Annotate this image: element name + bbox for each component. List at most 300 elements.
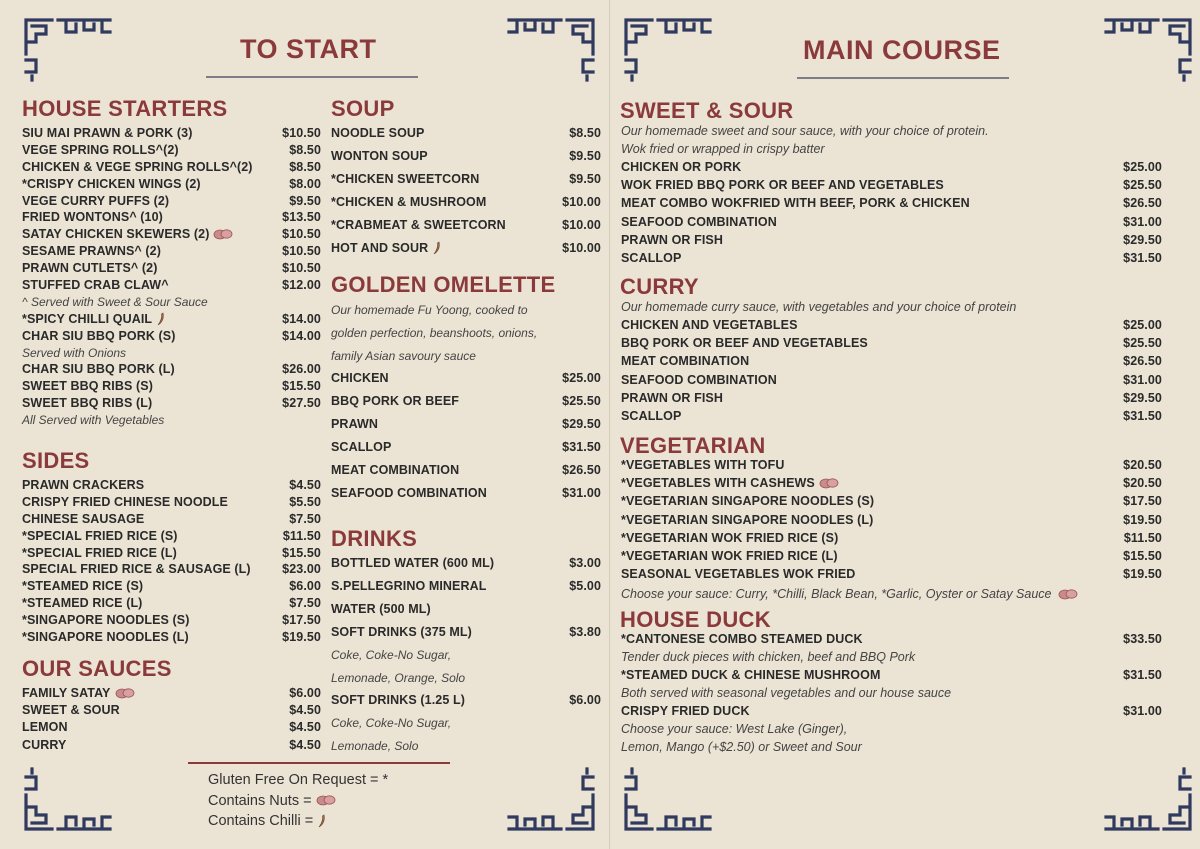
menu-item (22, 703, 321, 720)
item-price: $31.00 (562, 486, 601, 500)
item-name (22, 720, 68, 734)
item-price: $31.50 (1123, 668, 1162, 682)
item-price: $26.50 (1123, 354, 1162, 369)
item-name (621, 567, 855, 581)
item-name (22, 630, 189, 644)
item-price: $14.00 (282, 311, 321, 326)
item-note: Both served with seasonal vegetables and our house sauce (621, 686, 952, 700)
item-name-text: PRAWN OR FISH (621, 390, 723, 405)
item-name-text: CURRY (22, 737, 67, 752)
item-name-text: MEAT COMBO WOKFRIED WITH BEEF, PORK & CHICKEN (621, 196, 970, 211)
menu-item (331, 417, 601, 440)
menu-item (331, 556, 601, 579)
item-name-text: MEAT COMBINATION (621, 354, 750, 369)
item-name-text: MEAT COMBINATION (331, 463, 460, 477)
item-price: $4.50 (289, 720, 321, 735)
item-name (331, 241, 442, 255)
item-name (22, 160, 253, 174)
item-name (331, 486, 487, 500)
item-price: $10.50 (282, 261, 321, 276)
item-price: $8.50 (289, 142, 321, 157)
item-name (22, 495, 228, 509)
item-name (22, 738, 66, 752)
item-name-text: PRAWN CUTLETS^ (2) (22, 261, 158, 276)
corner-fret-ornament (622, 14, 714, 82)
menu-item (331, 693, 601, 716)
menu-item (22, 227, 321, 244)
item-name (22, 512, 144, 526)
item-price: $31.00 (1123, 704, 1162, 718)
menu-item (22, 613, 321, 630)
menu-item (22, 261, 321, 278)
item-name (331, 126, 424, 140)
item-price: $6.00 (569, 693, 601, 707)
menu-item (621, 196, 1162, 214)
item-name (621, 336, 868, 350)
item-name (22, 194, 169, 208)
item-price: $26.50 (562, 463, 601, 477)
item-name-text: VEGE SPRING ROLLS^(2) (22, 142, 179, 157)
section-heading-soup: SOUP (331, 96, 395, 121)
item-name-text: WOK FRIED BBQ PORK OR BEEF AND VEGETABLES (621, 178, 944, 193)
menu-item (331, 440, 601, 463)
item-name-text: PRAWN OR FISH (621, 232, 723, 247)
item-name-text: *VEGETABLES WITH CASHEWS (621, 476, 815, 491)
item-price: $3.80 (569, 625, 601, 639)
sweet-sour-description (621, 124, 1161, 160)
item-name (621, 354, 749, 368)
item-name-text: SIU MAI PRAWN & PORK (3) (22, 126, 193, 140)
menu-item (22, 177, 321, 194)
item-price: $6.00 (289, 686, 321, 700)
menu-item (621, 513, 1162, 531)
item-name (331, 417, 378, 431)
item-price: $14.00 (282, 328, 321, 343)
item-name-text: *VEGETARIAN SINGAPORE NOODLES (L) (621, 512, 874, 527)
menu-item (331, 394, 601, 417)
omelette-desc-line: golden perfection, beanshoots, onions, (331, 326, 538, 340)
menu-item (621, 704, 1162, 722)
item-price: $11.50 (282, 528, 321, 543)
menu-item (22, 478, 321, 495)
item-price: $29.50 (1123, 232, 1162, 247)
item-price: $10.00 (562, 218, 601, 232)
item-name (331, 149, 428, 163)
item-name: SOFT DRINKS (1.25 L) (331, 693, 465, 707)
item-name: BOTTLED WATER (600 ML) (331, 556, 495, 570)
item-name (621, 391, 723, 405)
item-name (621, 215, 777, 229)
menu-item (331, 126, 601, 149)
corner-fret-ornament (505, 14, 597, 82)
menu-item (621, 251, 1162, 269)
item-name (331, 195, 486, 209)
item-price: $25.00 (1123, 318, 1162, 332)
nut-icon (1058, 589, 1078, 600)
item-note: Choose your sauce: West Lake (Ginger), (621, 722, 848, 736)
item-name-text: FAMILY SATAY (22, 686, 111, 700)
item-name-text: *STEAMED RICE (S) (22, 579, 144, 594)
item-name-text: CHAR SIU BBQ PORK (S) (22, 328, 176, 343)
item-name-text: *SPECIAL FRIED RICE (L) (22, 545, 177, 560)
item-name (22, 278, 169, 292)
menu-item (621, 458, 1162, 476)
menu-item (621, 494, 1162, 512)
item-name-text: *SPICY CHILLI QUAIL (22, 311, 153, 326)
nut-icon (115, 688, 135, 699)
menu-item (621, 336, 1162, 354)
house-duck-list (621, 632, 1162, 758)
item-name (22, 261, 158, 275)
item-name-text: SEAFOOD COMBINATION (331, 486, 487, 500)
item-name-text: SEAFOOD COMBINATION (621, 214, 777, 229)
item-price: $15.50 (282, 545, 321, 560)
item-price: $4.50 (289, 478, 321, 492)
item-price: $29.50 (1123, 390, 1162, 405)
item-price: $26.00 (282, 362, 321, 377)
item-note: ^ Served with Sweet & Sour Sauce (22, 294, 208, 309)
item-name (22, 396, 152, 410)
section-heading-drinks: DRINKS (331, 526, 418, 551)
item-price: $4.50 (289, 703, 321, 718)
item-name-text: *CHICKEN & MUSHROOM (331, 195, 487, 209)
item-price: $29.50 (562, 417, 601, 431)
item-name-text: WONTON SOUP (331, 149, 428, 163)
menu-item (22, 686, 321, 703)
menu-item (22, 278, 321, 295)
item-name (22, 686, 135, 700)
item-price: $31.00 (1123, 214, 1162, 229)
item-price: $4.50 (289, 737, 321, 752)
item-name (22, 244, 161, 258)
item-name (621, 409, 681, 423)
item-name: *STEAMED DUCK & CHINESE MUSHROOM (621, 668, 881, 682)
item-name-text: PRAWN CRACKERS (22, 478, 145, 492)
item-name-text: SWEET BBQ RIBS (S) (22, 379, 153, 394)
item-name (22, 210, 163, 224)
item-price: $19.50 (282, 630, 321, 645)
item-name-text: PRAWN (331, 417, 379, 431)
item-price: $10.00 (562, 241, 601, 255)
menu-item (621, 531, 1162, 549)
item-price: $19.50 (1123, 567, 1162, 582)
item-name-text: SCALLOP (331, 440, 392, 454)
drink-options: Coke, Coke-No Sugar, (331, 716, 452, 730)
item-price: $13.50 (282, 210, 321, 225)
section-heading-house-duck: HOUSE DUCK (620, 607, 771, 632)
menu-item (22, 596, 321, 613)
item-price: $23.00 (282, 562, 321, 577)
item-name-text: LEMON (22, 720, 68, 735)
page-title: TO START (240, 34, 377, 64)
section-desc-line: Wok fried or wrapped in crispy batter (621, 142, 825, 156)
item-name (331, 218, 506, 232)
menu-item (22, 244, 321, 261)
item-name (22, 562, 251, 576)
item-name-text: *CRABMEAT & SWEETCORN (331, 218, 506, 232)
menu-item (331, 218, 601, 241)
item-name-text: SWEET BBQ RIBS (L) (22, 396, 153, 411)
item-name: SOFT DRINKS (375 ML) (331, 625, 472, 639)
item-name (22, 312, 166, 326)
item-name (22, 613, 190, 627)
item-name-text: CHAR SIU BBQ PORK (L) (22, 362, 175, 377)
legend-chilli: Contains Chilli = (208, 811, 450, 832)
item-name (22, 362, 175, 376)
corner-fret-ornament (622, 767, 714, 835)
house-starters-list (22, 126, 321, 430)
section-heading-sides: SIDES (22, 448, 90, 473)
nut-icon (316, 795, 336, 806)
item-price: $5.50 (289, 494, 321, 509)
item-price: $20.50 (1123, 476, 1162, 491)
menu-item (331, 371, 601, 394)
menu-item (22, 362, 321, 379)
item-price: $25.50 (1123, 336, 1162, 351)
item-name-text: *SPECIAL FRIED RICE (S) (22, 528, 178, 543)
item-name: CRISPY FRIED DUCK (621, 704, 750, 718)
item-name (621, 549, 838, 563)
item-note: Lemon, Mango (+$2.50) or Sweet and Sour (621, 740, 862, 754)
drink-options: Lemonade, Solo (331, 739, 419, 753)
item-name: *CANTONESE COMBO STEAMED DUCK (621, 632, 863, 646)
item-name (621, 531, 838, 545)
item-name (22, 126, 192, 140)
menu-item (22, 562, 321, 579)
item-note: All Served with Vegetables (22, 413, 165, 428)
menu-item (331, 241, 601, 264)
item-name-text: *CRISPY CHICKEN WINGS (2) (22, 176, 201, 191)
item-name-text: SPECIAL FRIED RICE & SAUSAGE (L) (22, 562, 251, 577)
corner-fret-ornament (22, 14, 114, 82)
item-price: $10.50 (282, 227, 321, 242)
menu-item (22, 630, 321, 647)
item-name-text: FRIED WONTONS^ (10) (22, 210, 163, 225)
menu-item (621, 391, 1162, 409)
item-name (621, 373, 777, 387)
item-name-text: STUFFED CRAB CLAW^ (22, 278, 169, 293)
menu-item (621, 178, 1162, 196)
chilli-icon (317, 814, 327, 828)
menu-item (22, 529, 321, 546)
section-heading-vegetarian: VEGETARIAN (620, 433, 766, 458)
section-desc-line: Our homemade sweet and sour sauce, with your choice of protein. (621, 124, 989, 138)
menu-item (331, 579, 601, 602)
menu-item (331, 149, 601, 172)
item-name-text: *STEAMED RICE (L) (22, 596, 143, 611)
item-name-text: BBQ PORK OR BEEF (331, 394, 459, 408)
item-name (22, 143, 179, 157)
item-note: Served with Onions (22, 345, 127, 360)
menu-item (331, 625, 601, 648)
item-price: $8.50 (289, 159, 321, 174)
item-price: $12.00 (282, 278, 321, 293)
item-name-text: *VEGETARIAN WOK FRIED RICE (L) (621, 548, 838, 563)
item-price: $19.50 (1123, 512, 1162, 527)
menu-item (621, 409, 1162, 427)
menu-item (22, 546, 321, 563)
corner-fret-ornament (1102, 14, 1194, 82)
menu-item (22, 210, 321, 227)
item-name-text: HOT AND SOUR (331, 241, 429, 255)
item-name-text: *VEGETABLES WITH TOFU (621, 458, 785, 472)
menu-item (22, 312, 321, 329)
omelette-desc-line: family Asian savoury sauce (331, 349, 476, 363)
item-price: $31.00 (1123, 372, 1162, 387)
drinks-list (331, 556, 601, 761)
nut-icon (213, 229, 233, 240)
menu-item (331, 486, 601, 509)
item-name (22, 596, 142, 610)
item-name-text: *SINGAPORE NOODLES (L) (22, 630, 189, 645)
item-name (621, 160, 741, 174)
item-name (621, 494, 874, 508)
item-name-text: CHICKEN OR PORK (621, 160, 742, 174)
item-name (331, 371, 389, 385)
menu-item (621, 632, 1162, 650)
item-name-text: SEASONAL VEGETABLES WOK FRIED (621, 567, 856, 582)
item-price: $10.00 (562, 195, 601, 209)
menu-item-continued (331, 602, 601, 625)
item-price: $7.50 (289, 596, 321, 611)
item-price: $20.50 (1123, 458, 1162, 472)
item-price: $31.50 (1123, 408, 1162, 423)
item-name-text: *VEGETARIAN WOK FRIED RICE (S) (621, 530, 839, 545)
legend-nuts: Contains Nuts = (208, 791, 450, 812)
menu-item (621, 373, 1162, 391)
item-price: $9.50 (569, 172, 601, 186)
item-price: $25.00 (562, 371, 601, 385)
item-name (22, 579, 143, 593)
item-price: $15.50 (1123, 548, 1162, 563)
menu-item (22, 379, 321, 396)
item-price: $8.00 (289, 176, 321, 191)
item-name-text: SESAME PRAWNS^ (2) (22, 244, 161, 259)
item-name (621, 318, 798, 332)
menu-item (22, 512, 321, 529)
legend-gluten-free: Gluten Free On Request = * (208, 772, 389, 789)
item-name-text: VEGE CURRY PUFFS (2) (22, 193, 170, 208)
sauces-list (22, 686, 321, 755)
item-name (621, 458, 784, 472)
item-name (331, 463, 459, 477)
item-price: $3.00 (569, 556, 601, 570)
item-name (621, 178, 944, 192)
item-price: $7.50 (289, 511, 321, 526)
section-heading-curry: CURRY (620, 274, 699, 299)
item-name (22, 329, 176, 343)
item-note: Tender duck pieces with chicken, beef and BBQ Pork (621, 650, 916, 664)
item-name (22, 227, 233, 241)
item-price: $25.50 (562, 394, 601, 408)
item-price: $25.00 (1123, 160, 1162, 174)
item-name-text: SATAY CHICKEN SKEWERS (2) (22, 227, 210, 242)
item-name: S.PELLEGRINO MINERAL (331, 579, 487, 593)
menu-item (22, 126, 321, 143)
item-price: $26.50 (1123, 196, 1162, 211)
item-name (331, 394, 459, 408)
page-title: MAIN COURSE (803, 35, 1001, 65)
omelette-list (331, 371, 601, 509)
menu-item (22, 143, 321, 160)
dietary-legend (188, 762, 450, 832)
item-name-text: SCALLOP (621, 250, 682, 265)
menu-item (331, 195, 601, 218)
item-name-text: SEAFOOD COMBINATION (621, 372, 777, 387)
title-underline (797, 77, 1009, 79)
corner-fret-ornament (22, 767, 114, 835)
curry-list (621, 318, 1162, 427)
sweet-sour-list (621, 160, 1162, 269)
menu-item (621, 476, 1162, 494)
item-price: $17.50 (1123, 494, 1162, 509)
menu-item (621, 354, 1162, 372)
item-name-text: *VEGETARIAN SINGAPORE NOODLES (S) (621, 494, 875, 509)
omelette-desc-line: Our homemade Fu Yoong, cooked to (331, 303, 528, 317)
item-price: $31.50 (562, 440, 601, 454)
item-price: $17.50 (282, 613, 321, 628)
item-name-text: CHICKEN & VEGE SPRING ROLLS^(2) (22, 159, 253, 174)
item-name-text: SWEET & SOUR (22, 703, 120, 718)
soup-list (331, 126, 601, 264)
menu-item (22, 738, 321, 755)
item-name-text: BBQ PORK OR BEEF AND VEGETABLES (621, 336, 868, 351)
item-name (621, 513, 873, 527)
curry-description: Our homemade curry sauce, with vegetables and your choice of protein (621, 300, 1017, 314)
vegetarian-list (621, 458, 1162, 585)
item-name-text: CHICKEN (331, 371, 389, 385)
menu-item (621, 215, 1162, 233)
item-name (621, 476, 839, 490)
item-price: $5.00 (569, 579, 601, 593)
menu-item (22, 396, 321, 413)
item-name-text: CHINESE SAUSAGE (22, 511, 145, 526)
item-price: $15.50 (282, 379, 321, 394)
item-name (22, 478, 144, 492)
drink-options: Coke, Coke-No Sugar, (331, 648, 452, 662)
section-heading-sweet-sour: SWEET & SOUR (620, 98, 794, 123)
item-price: $9.50 (289, 193, 321, 208)
right-panel (612, 0, 1200, 849)
sides-list (22, 478, 321, 647)
item-price: $27.50 (282, 396, 321, 411)
section-heading-house-starters: HOUSE STARTERS (22, 96, 228, 121)
item-name (621, 233, 723, 247)
drink-options: Lemonade, Orange, Solo (331, 671, 466, 685)
item-price: $31.50 (1123, 250, 1162, 265)
menu-item (621, 318, 1162, 336)
menu-item (621, 567, 1162, 585)
menu-item (331, 172, 601, 195)
menu-item (621, 668, 1162, 686)
item-price: $6.00 (289, 579, 321, 594)
menu-item (22, 720, 321, 737)
vegetarian-sauce-note: Choose your sauce: Curry, *Chilli, Black Bean, *Garlic, Oyster or Satay Sauce (621, 587, 1078, 601)
corner-fret-ornament (1102, 767, 1194, 835)
menu-item (22, 329, 321, 346)
item-price: $8.50 (569, 126, 601, 140)
chilli-icon (156, 312, 166, 326)
item-name (22, 546, 177, 560)
omelette-description (331, 303, 601, 372)
item-name (22, 177, 201, 191)
item-name-text: CHICKEN AND VEGETABLES (621, 318, 798, 332)
section-heading-our-sauces: OUR SAUCES (22, 656, 172, 681)
item-name (22, 703, 120, 717)
item-name (331, 440, 391, 454)
title-underline (206, 76, 418, 78)
menu-item (621, 549, 1162, 567)
